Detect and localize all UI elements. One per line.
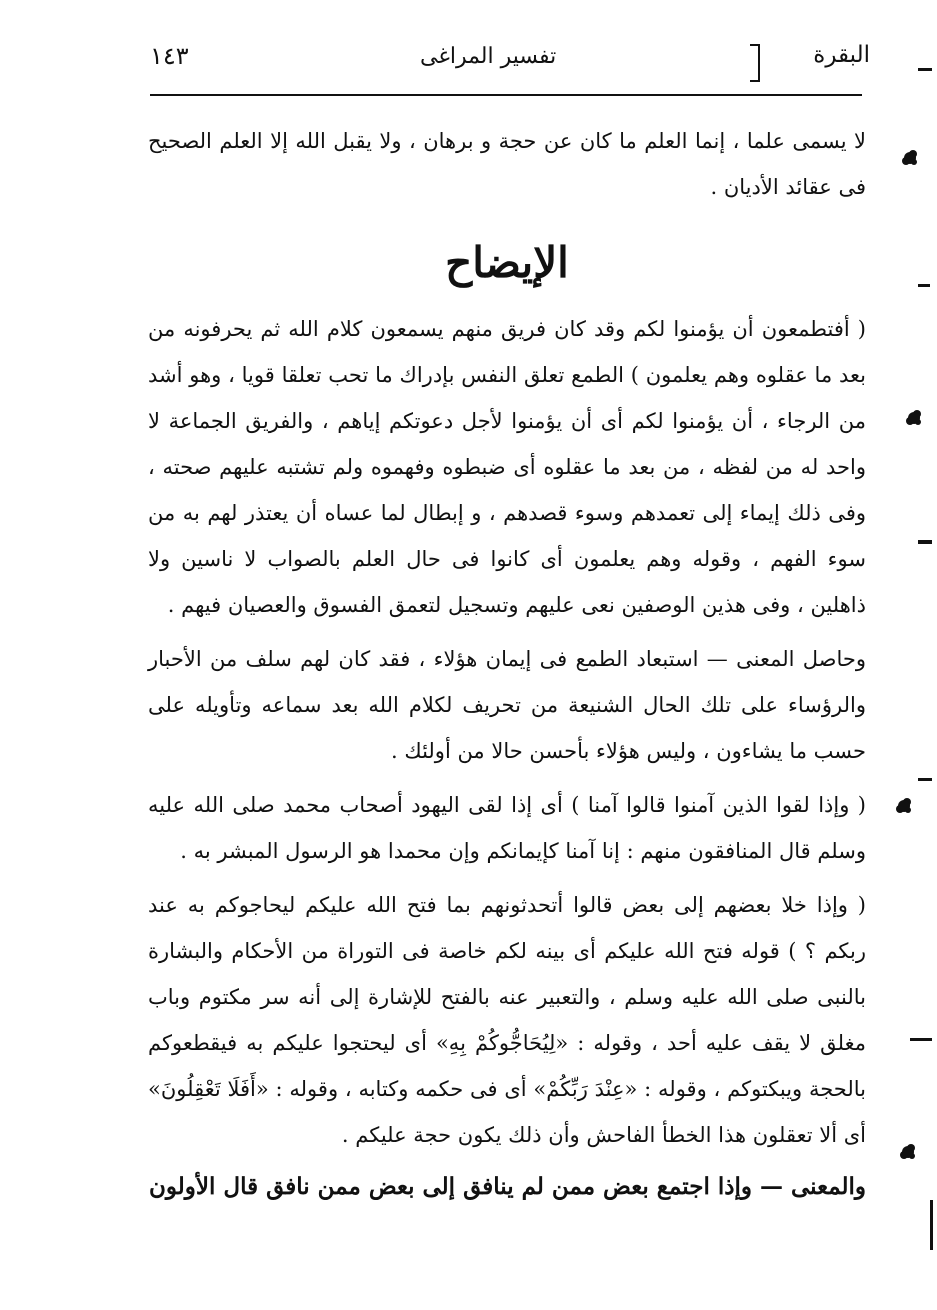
scan-mark [918, 284, 930, 287]
intro-paragraph: لا يسمى علما ، إنما العلم ما كان عن حجة و برهان ، ولا يقبل الله إلا العلم الصحيح فى عقائد الأديان . [148, 129, 866, 199]
scan-mark [918, 778, 932, 781]
header-rule [150, 94, 862, 96]
page-header [150, 36, 870, 86]
page-number: ١٤٣ [150, 42, 189, 70]
book-title: تفسير المراغى [420, 44, 557, 69]
paragraph-3: ( وإذا لقوا الذين آمنوا قالوا آمنا ) أى إذا لقى اليهود أصحاب محمد صلى الله عليه وسلم قال المنافقون منهم : إنا آمنا كإيمانكم وإن محمدا هو الرسول المبشر به . [148, 793, 866, 863]
scan-speck [904, 152, 916, 164]
surah-name: البقرة [813, 42, 870, 68]
scan-mark [930, 1200, 933, 1250]
scan-mark [910, 1038, 932, 1041]
paragraph-2: وحاصل المعنى — استبعاد الطمع فى إيمان هؤلاء ، فقد كان لهم سلف من الأحبار والرؤساء على تلك الحال الشنيعة من تحريف لكلام الله بعد سماعه وتأويله على حسب ما يشاءون ، وليس هؤلاء بأحسن حالا من أولئك . [148, 647, 866, 763]
scan-speck [902, 1146, 914, 1158]
paragraph-4: ( وإذا خلا بعضهم إلى بعض قالوا أتحدثونهم بما فتح الله عليكم ليحاجوكم به عند ربكم ؟ ) قوله فتح الله عليكم أى بينه لكم خاصة فى التوراة من الأحكام والبشارة بالنبى صلى الله عليه وسلم ، والتعبير عنه بالفتح للإشارة إلى أنه سر مكتوم وباب مغلق لا يقف عليه أحد ، وقوله : «لِيُحَاجُّوكُمْ بِهِ» أى ليحتجوا عليكم به فيقطعوكم بالحجة ويبكتوكم ، وقوله : «عِنْدَ رَبِّكُمْ» أى فى حكمه وكتابه ، وقوله : «أَفَلَا تَعْقِلُونَ» أى ألا تعقلون هذا الخطأ الفاحش وأن ذلك يكون حجة عليكم . [148, 893, 866, 1147]
scan-mark [918, 68, 932, 71]
section-heading: الإيضاح [445, 238, 569, 287]
paragraph-1: ( أفتطمعون أن يؤمنوا لكم وقد كان فريق منهم يسمعون كلام الله ثم يحرفونه من بعد ما عقلوه وهم يعلمون ) الطمع تعلق النفس بإدراك ما تحب تعلقا قويا ، وهو أشد من الرجاء ، أن يؤمنوا لكم أى أن يؤمنوا لأجل دعوتكم إياهم ، والفريق الجماعة لا واحد له من لفظه ، من بعد ما عقلوه أى ضبطوه وفهموه ولم تشتبه عليهم صحته ، وفى ذلك إيماء إلى تعمدهم وسوء قصدهم ، و إبطال لما عساه أن يعتذر لهم به من سوء الفهم ، وقوله وهم يعلمون أى كانوا فى حال العلم بالصواب لا ناسين ولا ذاهلين ، وفى هذين الوصفين نعى عليهم وتسجيل لتعمق الفسوق والعصيان فيهم . [148, 317, 866, 617]
continuation-line: والمعنى — وإذا اجتمع بعض ممن لم ينافق إلى بعض ممن نافق قال الأولون [148, 1173, 866, 1200]
header-bracket [750, 44, 760, 82]
scan-speck [898, 800, 910, 812]
scan-mark [918, 540, 932, 544]
scan-speck [908, 412, 920, 424]
page-body [148, 118, 866, 1210]
